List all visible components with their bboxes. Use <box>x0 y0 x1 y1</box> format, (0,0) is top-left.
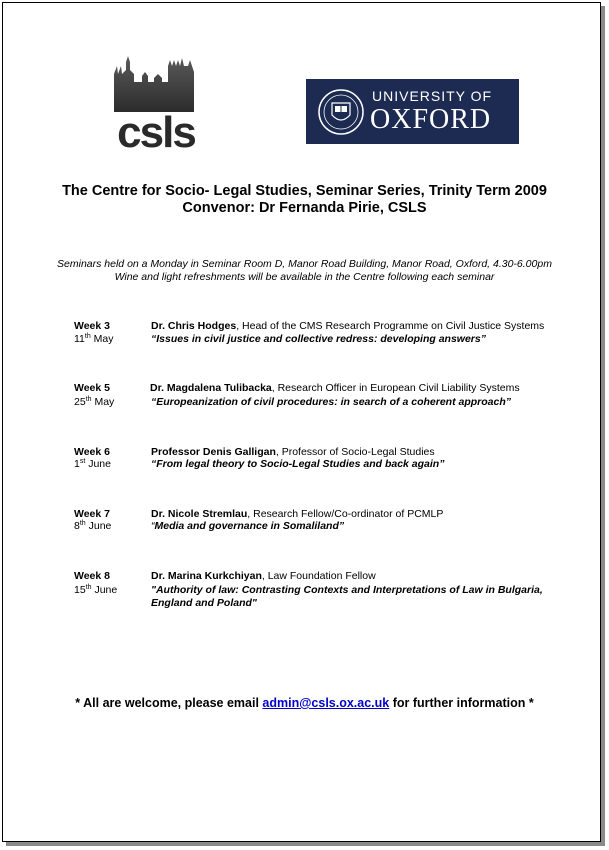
seminar-week: Week 7 <box>74 508 110 520</box>
seminar-speaker: Dr. Magdalena Tulibacka, Research Officer in European Civil Liability Systems <box>150 382 520 394</box>
seminar-title: "Authority of law: Contrasting Contexts and Interpretations of Law in Bulgaria, England and Poland" <box>151 584 543 609</box>
seminar-date: 25th May <box>74 396 115 408</box>
oxford-line2: OXFORD <box>370 104 492 135</box>
seminar-date: 1st June <box>74 458 111 470</box>
seminar-week: Week 6 <box>74 446 110 458</box>
seminar-title: “Media and governance in Somaliland” <box>151 520 345 532</box>
csls-logo-text: csls <box>117 108 195 150</box>
seminar-week: Week 5 <box>74 382 110 394</box>
seminar-date: 8th June <box>74 520 112 532</box>
footer-note: * All are welcome, please email admin@csls.ox.ac.uk for further information * <box>75 696 534 710</box>
oxford-line1: UNIVERSITY OF <box>372 88 493 104</box>
seminar-date: 15th June <box>74 584 118 596</box>
seminar-speaker: Dr. Marina Kurkchiyan, Law Foundation Fellow <box>151 570 376 582</box>
seminar-week: Week 8 <box>74 570 110 582</box>
seminar-title: “From legal theory to Socio-Legal Studies and back again” <box>151 458 445 470</box>
seminar-title: “Issues in civil justice and collective redress: developing answers” <box>151 333 486 345</box>
oxford-logo <box>306 79 519 144</box>
email-link[interactable]: admin@csls.ox.ac.uk <box>262 696 390 710</box>
seminar-date: 11th May <box>74 333 114 345</box>
csls-logo <box>112 52 200 150</box>
seminar-speaker: Professor Denis Galligan, Professor of Socio-Legal Studies <box>151 446 435 458</box>
convenor: Convenor: Dr Fernanda Pirie, CSLS <box>182 200 427 216</box>
page-title: The Centre for Socio- Legal Studies, Seminar Series, Trinity Term 2009 <box>62 183 547 199</box>
seminar-week: Week 3 <box>74 320 110 332</box>
oxford-crest-icon <box>316 85 366 139</box>
seminar-title: “Europeanization of civil procedures: in search of a coherent approach” <box>151 396 511 408</box>
venue-info: Seminars held on a Monday in Seminar Room D, Manor Road Building, Manor Road, Oxford, 4.30-6.00pm <box>57 258 552 270</box>
refreshments-info: Wine and light refreshments will be available in the Centre following each seminar <box>114 271 495 283</box>
seminar-speaker: Dr. Nicole Stremlau, Research Fellow/Co-ordinator of PCMLP <box>151 508 444 520</box>
seminar-speaker: Dr. Chris Hodges, Head of the CMS Research Programme on Civil Justice Systems <box>151 320 545 332</box>
